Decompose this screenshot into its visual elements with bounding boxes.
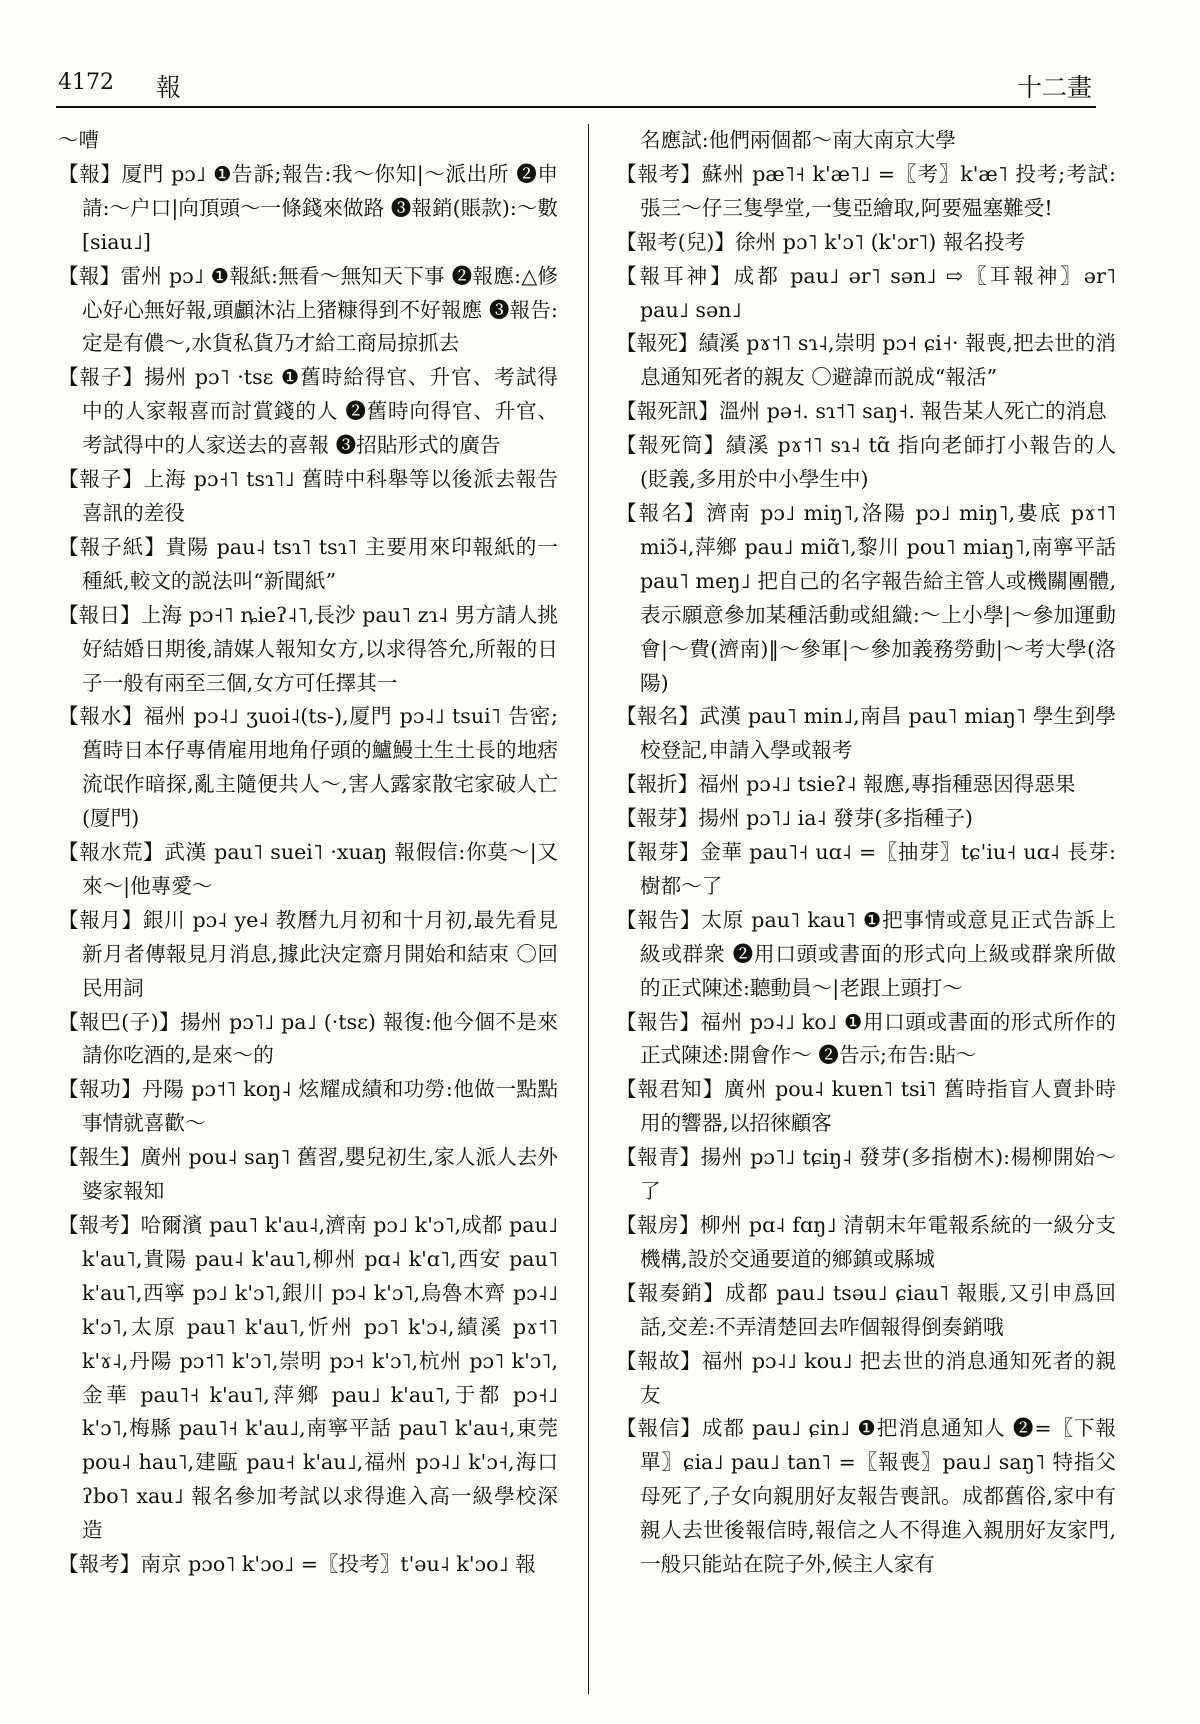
dictionary-entry: 【報房】柳州 pɑ˨ fɑŋ˩ 清朝末年電報系統的一級分支機構,設於交通要道的鄉鎮或縣城	[616, 1213, 1116, 1271]
dictionary-entry: 【報名】武漢 pau˥ min˩,南昌 pau˥ miaŋ˥ 學生到學校登記,申請入學或報考	[616, 704, 1116, 763]
dictionary-entry: 【報死筒】績溪 pɤ˦˥ sɿ˨ tɑ̃ 指向老師打小報告的人(貶義,多用於中小學生中)	[616, 433, 1116, 492]
dictionary-entry: 【報水】福州 pɔ˨˩ ʒuoi˨(ts-),厦門 pɔ˨˩ tsui˥ 告密;舊時日本仔專倩雇用地角仔頭的鱸鰻土生土長的地痞流氓作暗探,亂主隨便共人～,害人露家散宅家破人亡(厦門)	[58, 704, 558, 831]
head-character: 報	[156, 73, 182, 102]
dictionary-entry: 【報】雷州 pɔ˩ ❶報紙:無看～無知天下事 ❷報應:△修心好心無好報,頭顱沐沾上猪糠得到不好報應 ❸報告:定是有儂～,水貨私貨乃才給工商局掠抓去	[58, 263, 558, 356]
dictionary-entry: 【報考(兒)】徐州 pɔ˥ k'ɔ˥ (k'ɔr˥) 報名投考	[616, 229, 1026, 254]
continuation-text: 名應試:他們兩個都～南大南京大學	[640, 128, 956, 152]
dictionary-entry: 【報生】廣州 pou˨ saŋ˥ 舊習,嬰兒初生,家人派人去外婆家報知	[58, 1145, 558, 1204]
dictionary-entry: 【報子】揚州 pɔ˥ ·tsɛ ❶舊時給得官、升官、考試得中的人家報喜而討賞錢的人 ❷舊時向得官、升官、考試得中的人家送去的喜報 ❸招貼形式的廣告	[58, 365, 558, 458]
column-divider	[588, 124, 589, 1694]
dictionary-entry: 【報日】上海 pɔ˧˥ ȵieʔ˨˥,長沙 pau˥ zɿ˨ 男方請人挑好結婚日期後,請媒人報知女方,以求得答允,所報的日子一般有兩至三個,女方可任擇其一	[58, 602, 558, 695]
dictionary-entry: 【報月】銀川 pɔ˨ ye˨ 教曆九月初和十月初,最先看見新月者傳報見月消息,據此決定齋月開始和結束 〇回民用詞	[58, 907, 558, 1000]
dictionary-entry: 【報考】哈爾濱 pau˥ k'au˨,濟南 pɔ˩ k'ɔ˥,成都 pau˩ k'au˥,貴陽 pau˨ k'au˥,柳州 pɑ˨ k'ɑ˥,西安 pau˥ k'au˥,西寧 pɔ˩ k'ɔ˥,銀川 pɔ˨ k'ɔ˥,烏魯木齊 pɔ˨˩ k'ɔ˥,太原 pau˥ k'au˥,忻州 pɔ˥ k'ɔ˨,績溪 pɤ˦˥ k'ɤ˨,丹陽 pɔ˦˥ k'ɔ˥,崇明 pɔ˧ k'ɔ˥,杭州 pɔ˥ k'ɔ˥,金華 pau˥˧ k'au˥,萍鄉 pau˩ k'au˥,于都 pɔ˧˩ k'ɔ˥,梅縣 pau˥˧ k'au˩,南寧平話 pau˥ k'au˧,東莞 pou˨ hau˥,建甌 pau˧ k'au˩,福州 pɔ˨˩ k'ɔ˧,海口 ʔbo˥ xau˩ 報名參加考試以求得進入高一級學校深造	[58, 1213, 558, 1543]
dictionary-entry: 【報死】績溪 pɤ˦˥ sɿ˨,崇明 pɔ˧ ɕi˧· 報喪,把去世的消息通知死者的親友 〇避諱而説成“報活”	[616, 331, 1116, 390]
dictionary-entry: 【報子紙】貴陽 pau˨ tsɿ˥ tsɿ˥ 主要用來印報紙的一種紙,較文的説法叫“新聞紙”	[58, 534, 558, 593]
dictionary-entry: 【報名】濟南 pɔ˩ miŋ˥,洛陽 pɔ˩ miŋ˥,婁底 pɤ˦˥ miɔ̃˨,萍鄉 pau˩ miɑ̃˥,黎川 pou˥ miaŋ˥,南寧平話 pau˥ meŋ˩ 把自己的名字報告給主管人或機關團體,表示願意參加某種活動或組織:～上小學|～參加運動會|～費(濟南)‖～參軍|～參加義務勞動|～考大學(洛陽)	[616, 500, 1116, 695]
dictionary-entry: 【報考】蘇州 pæ˥˧ k'æ˥˩ =〖考〗k'æ˥ 投考;考試:張三～仔三隻學堂,一隻亞繪取,阿要殟塞難受!	[616, 161, 1116, 220]
dictionary-entry: 【報】厦門 pɔ˩ ❶告訴;報告:我～你知|～派出所 ❷申請:～户口|向頂頭～一條錢來做路 ❸報銷(賬款):～數[siau˩]	[58, 161, 558, 254]
dictionary-entry: 【報芽】金華 pau˥˧ uɑ˨ =〖抽芽〗tɕ'iu˧ uɑ˨ 長芽:樹都～了	[616, 840, 1116, 898]
dictionary-entry: 【報功】丹陽 pɔ˦˥ koŋ˨ 炫耀成績和功勞:他做一點點事情就喜歡～	[58, 1077, 558, 1136]
dictionary-entry: 【報子】上海 pɔ˧˥ tsɿ˥˩ 舊時中科舉等以後派去報告喜訊的差役	[58, 467, 558, 525]
dictionary-entry: 【報青】揚州 pɔ˥˩ tɕiŋ˨ 發芽(多指樹木):楊柳開始～了	[616, 1145, 1116, 1204]
page-header	[56, 66, 1096, 108]
dictionary-entry: 【報奏銷】成都 pau˩ tsəu˩ ɕiau˥ 報賬,又引申爲回話,交差:不弄清楚回去咋個報得倒奏銷哦	[616, 1280, 1116, 1339]
dictionary-entry: 【報巴(子)】揚州 pɔ˥˩ pa˩ (·tsɛ) 報復:他今個不是來請你吃酒的,是來～的	[58, 1009, 558, 1068]
dictionary-entry: 【報考】南京 pɔo˥ k'ɔo˩ =〖投考〗t'əu˨ k'ɔo˩ 報	[58, 1552, 536, 1577]
left-column	[58, 124, 558, 1582]
dictionary-entry: 【報死訊】溫州 pə˧. sɿ˦˥ saŋ˧. 報告某人死亡的消息	[616, 399, 1107, 424]
stroke-section: 十二畫	[1016, 73, 1092, 102]
dictionary-entry: 【報耳神】成都 pau˩ ər˥ sən˩ ⇨〖耳報神〗ər˥ pau˩ sən˩	[616, 263, 1116, 322]
dictionary-entry: 【報水荒】武漢 pau˥ suei˥ ·xuaŋ 報假信:你莫～|又來～|他專愛～	[58, 840, 558, 898]
dictionary-entry: 【報故】福州 pɔ˨˩ kou˩ 把去世的消息通知死者的親友	[616, 1348, 1116, 1407]
dictionary-entry: 【報告】太原 pau˥ kau˥ ❶把事情或意見正式告訴上級或群衆 ❷用口頭或書面的形式向上級或群衆所做的正式陳述:聽動員～|老跟上頭打～	[616, 907, 1116, 1000]
right-column	[616, 124, 1116, 1582]
page-number: 4172	[58, 70, 114, 95]
dictionary-entry: 【報君知】廣州 pou˨ kuɐn˥ tsi˥ 舊時指盲人賣卦時用的響器,以招徠顧客	[616, 1077, 1116, 1136]
continuation-text: ～嘈	[58, 128, 100, 152]
dictionary-entry: 【報折】福州 pɔ˨˩ tsieʔ˨ 報應,專指種惡因得惡果	[616, 772, 1076, 797]
dictionary-entry: 【報告】福州 pɔ˨˩ ko˩ ❶用口頭或書面的形式所作的正式陳述:開會作～ ❷告示;布告:貼～	[616, 1009, 1116, 1068]
dictionary-entry: 【報芽】揚州 pɔ˥˩ ia˨ 發芽(多指種子)	[616, 806, 973, 831]
dictionary-entry: 【報信】成都 pau˩ ɕin˩ ❶把消息通知人 ❷=〖下報單〗ɕia˩ pau˩ tan˥ =〖報喪〗pau˩ saŋ˥ 特指父母死了,子女向親朋好友報告喪訊。成都舊俗,家中有親人去世後報信時,報信之人不得進入親朋好友家門,一般只能站在院子外,候主人家有	[616, 1416, 1116, 1577]
